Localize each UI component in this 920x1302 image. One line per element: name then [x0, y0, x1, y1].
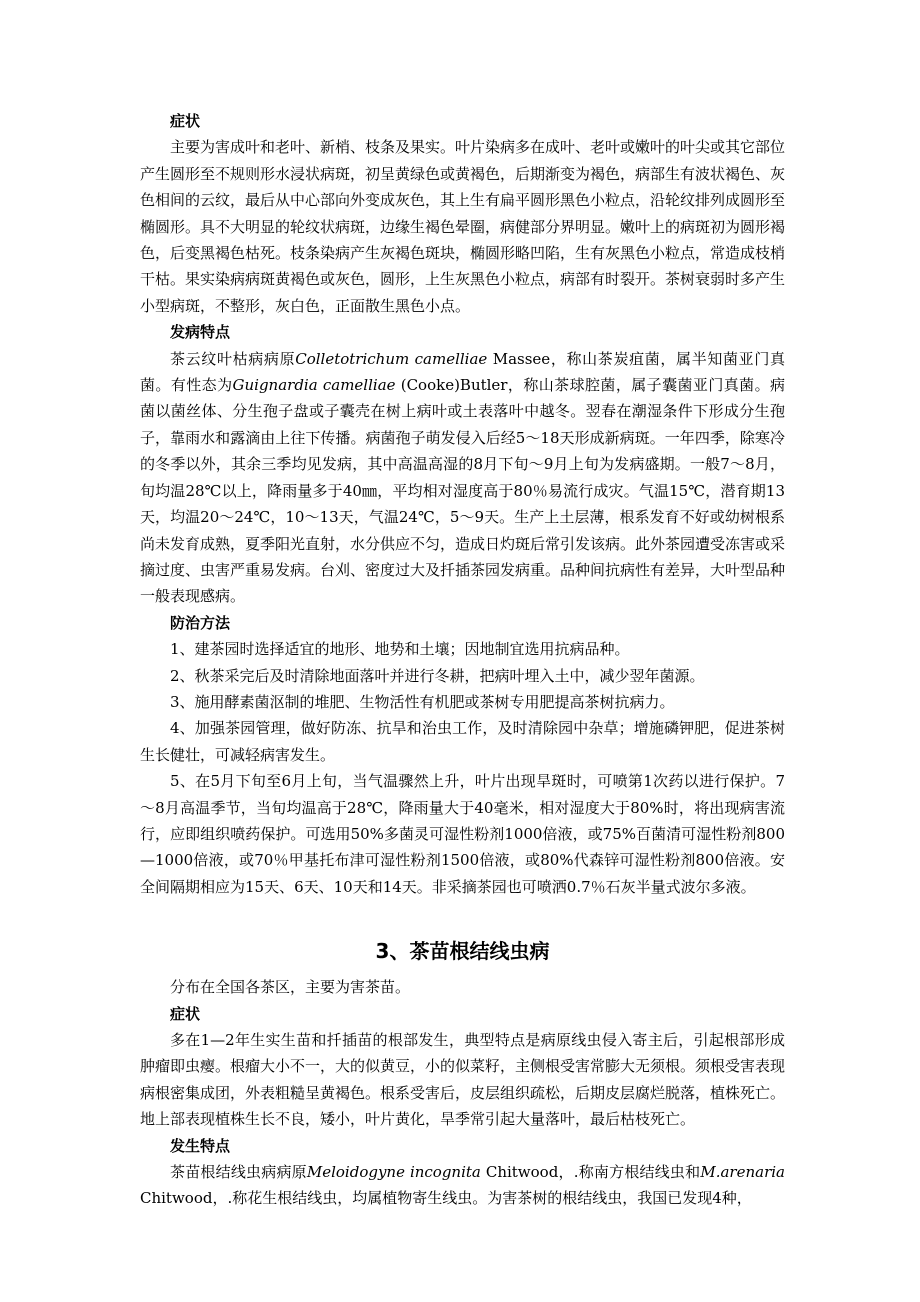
section-heading-occurrence: 发病特点 [170, 323, 231, 342]
paragraph-symptoms: 主要为害成叶和老叶、新梢、枝条及果实。叶片染病多在成叶、老叶或嫩叶的叶尖或其它部位产生圆形至不规则形水浸状病斑，初呈黄绿色或黄褐色，后期渐变为褐色，病部生有波状褐色、灰色相间的云纹，最后从中心部向外变成灰色，其上生有扁平圆形黑色小粒点，沿轮纹排列成圆形至椭圆形。具不大明显的轮纹状病斑，边缘生褐色晕圈，病健部分界明显。嫩叶上的病斑初为圆形褐色，后变黑褐色枯死。枝条染病产生灰褐色斑块，椭圆形略凹陷，生有灰黑色小粒点，常造成枝梢干枯。果实染病病斑黄褐色或灰色，圆形，上生灰黑色小粒点，病部有时裂开。茶树衰弱时多产生小型病斑，不整形，灰白色，正面散生黑色小点。 [140, 138, 786, 315]
text-run: Massee，称山茶炭疽菌，属半知菌亚门真菌。有性态为 [140, 349, 785, 395]
section-heading-occurrence-2: 发生特点 [170, 1136, 231, 1155]
scientific-name: Meloidogyne incognita [306, 1163, 481, 1182]
paragraph-occurrence-2 [140, 1159, 785, 1212]
paragraph-occurrence [140, 346, 785, 610]
text-run: Chitwood，.称花生根结线虫，均属植物寄生线虫。为害茶树的根结线虫，我国已发现4种， [140, 1189, 752, 1208]
control-item: 2、秋茶采完后及时清除地面落叶并进行冬耕，把病叶埋入土中，减少翌年菌源。 [170, 666, 705, 685]
document-page [140, 108, 785, 1212]
control-item: 4、加强茶园管理，做好防冻、抗旱和治虫工作，及时清除园中杂草；增施磷钾肥，促进茶树生长健壮，可减轻病害发生。 [140, 719, 785, 764]
section-heading-control: 防治方法 [170, 613, 231, 632]
paragraph-symptoms-2: 多在1—2年生实生苗和扦插苗的根部发生，典型特点是病原线虫侵入寄主后，引起根部形成肿瘤即虫瘿。根瘤大小不一，大的似黄豆，小的似菜籽，主侧根受害常膨大无须根。须根受害表现病根密集成团，外表粗糙呈黄褐色。根系受害后，皮层组织疏松，后期皮层腐烂脱落，植株死亡。地上部表现植株生长不良，矮小，叶片黄化，旱季常引起大量落叶，最后枯枝死亡。 [140, 1031, 786, 1129]
scientific-name: Colletotrichum camelliae [295, 349, 488, 368]
section-heading-symptoms-2: 症状 [170, 1004, 201, 1023]
scientific-name: Guignardia camelliae [232, 376, 396, 395]
control-item: 1、建茶园时选择适宜的地形、地势和土壤；因地制宜选用抗病品种。 [170, 640, 630, 659]
text-run: Chitwood，.称南方根结线虫和 [480, 1163, 701, 1182]
control-item: 3、施用酵素菌沤制的堆肥、生物活性有机肥或茶树专用肥提高茶树抗病力。 [170, 692, 675, 711]
section-title: 3、茶苗根结线虫病 [375, 939, 550, 964]
text-run: 茶云纹叶枯病病原 [170, 349, 296, 368]
text-run: (Cooke)Butler，称山茶球腔菌，属子囊菌亚门真菌。病菌以菌丝体、分生孢子盘或子囊壳在树上病叶或土表落叶中越冬。翌春在潮湿条件下形成分生孢子，靠雨水和露滴由上往下传播。病菌孢子萌发侵入后经5～18天形成新病斑。一年四季，除寒冷的冬季以外，其余三季均见发病，其中高温高湿的8月下旬～9月上旬为发病盛期。一般7～8月，旬均温28℃以上，降雨量多于40㎜，平均相对湿度高于80％易流行成灾。气温15℃，潜育期13天，均温20～24℃，10～13天，气温24℃，5～9天。生产上土层薄，根系发育不好或幼树根系尚未发育成熟，夏季阳光直射，水分供应不匀，造成日灼斑后常引发该病。此外茶园遭受冻害或采摘过度、虫害严重易发病。台刈、密度过大及扦插茶园发病重。品种间抗病性有差异，大叶型品种一般表现感病。 [140, 376, 786, 606]
paragraph-distribution: 分布在全国各茶区，主要为害茶苗。 [170, 978, 411, 997]
text-run: 茶苗根结线虫病病原 [170, 1163, 307, 1182]
control-item: 5、在5月下旬至6月上旬，当气温骤然上升，叶片出现旱斑时，可喷第1次药以进行保护。7～8月高温季节，当旬均温高于28℃，降雨量大于40毫米，相对湿度大于80%时，将出现病害流行，应即组织喷药保护。可选用50%多菌灵可湿性粉剂1000倍液，或75%百菌清可湿性粉剂800—1000倍液，或70％甲基托布津可湿性粉剂1500倍液，或80%代森锌可湿性粉剂800倍液。安全间隔期相应为15天、6天、10天和14天。非采摘茶园也可喷洒0.7％石灰半量式波尔多液。 [140, 772, 785, 896]
scientific-name: M.arenaria [700, 1163, 785, 1182]
section-heading-symptoms: 症状 [170, 112, 201, 130]
